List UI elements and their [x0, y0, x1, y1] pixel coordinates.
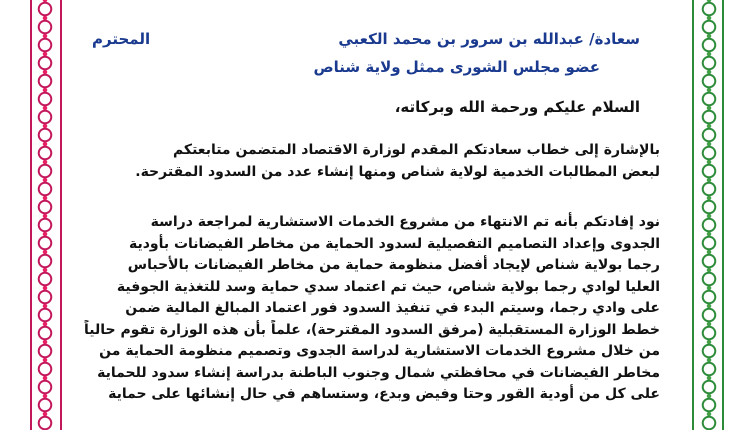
honorific: المحترم: [92, 30, 151, 48]
paragraph-line: على وادي رجما، وسيتم البدء في تنفيذ السدود فور اعتماد المبالغ المالية ضمن: [125, 300, 660, 316]
paragraph-line: من خلال مشروع الخدمات الاستشارية لدراسة الجدوى وتصميم منظومة الحماية من: [99, 343, 660, 359]
paragraph-line: خطط الوزارة المستقبلية (مرفق السدود المقترحة)، علماً بأن هذه الوزارة تقوم حالياً: [84, 321, 660, 338]
paragraph-reference: [82, 140, 660, 183]
paragraph-line: لبعض المطالبات الخدمية لولاية شناص ومنها إنشاء عدد من السدود المقترحة.: [135, 163, 660, 180]
paragraph-line: بالإشارة إلى خطاب سعادتكم المقدم لوزارة الاقتصاد المتضمن متابعتكم: [172, 142, 660, 158]
letter-body: [72, 0, 680, 430]
right-border-line-outer: [722, 0, 724, 430]
address-row: [72, 30, 680, 54]
left-ornamental-border: [34, 0, 56, 430]
paragraph-line: نود إفادتكم بأنه تم الانتهاء من مشروع الخدمات الاستشارية لمراجعة دراسة: [150, 214, 660, 230]
left-border-line-outer: [30, 0, 32, 430]
paragraph-line: على كل من أودية القور وحتا وفيض وبدع، وستساهم في حال إنشائها على حماية: [108, 386, 660, 402]
addressee: سعادة/ عبدالله بن سرور بن محمد الكعبي: [338, 30, 640, 48]
greeting: السلام عليكم ورحمة الله وبركاته،: [394, 98, 640, 116]
paragraph-line: مخاطر الفيضانات في محافظتي شمال وجنوب الباطنة بدراسة إنشاء سدود للحماية: [97, 364, 660, 381]
paragraph-line: العليا لوادي رجما بولاية شناص، حيث تم اعتماد سدي حماية وسد للتغذية الجوفية: [116, 278, 660, 295]
addressee-position: عضو مجلس الشورى ممثل ولاية شناص: [313, 58, 600, 76]
paragraph-line: الجدوى وإعداد التصاميم التفصيلية لسدود الحماية من مخاطر الفيضانات بأودية: [128, 235, 660, 252]
right-border-line-inner: [692, 0, 694, 430]
paragraph-line: رجما بولاية شناص لإيجاد أفضل منظومة حماية من مخاطر الفيضانات بالأحباس: [127, 257, 660, 273]
paragraph-response: [82, 212, 660, 406]
left-border-line-inner: [60, 0, 62, 430]
right-ornamental-border: [698, 0, 720, 430]
